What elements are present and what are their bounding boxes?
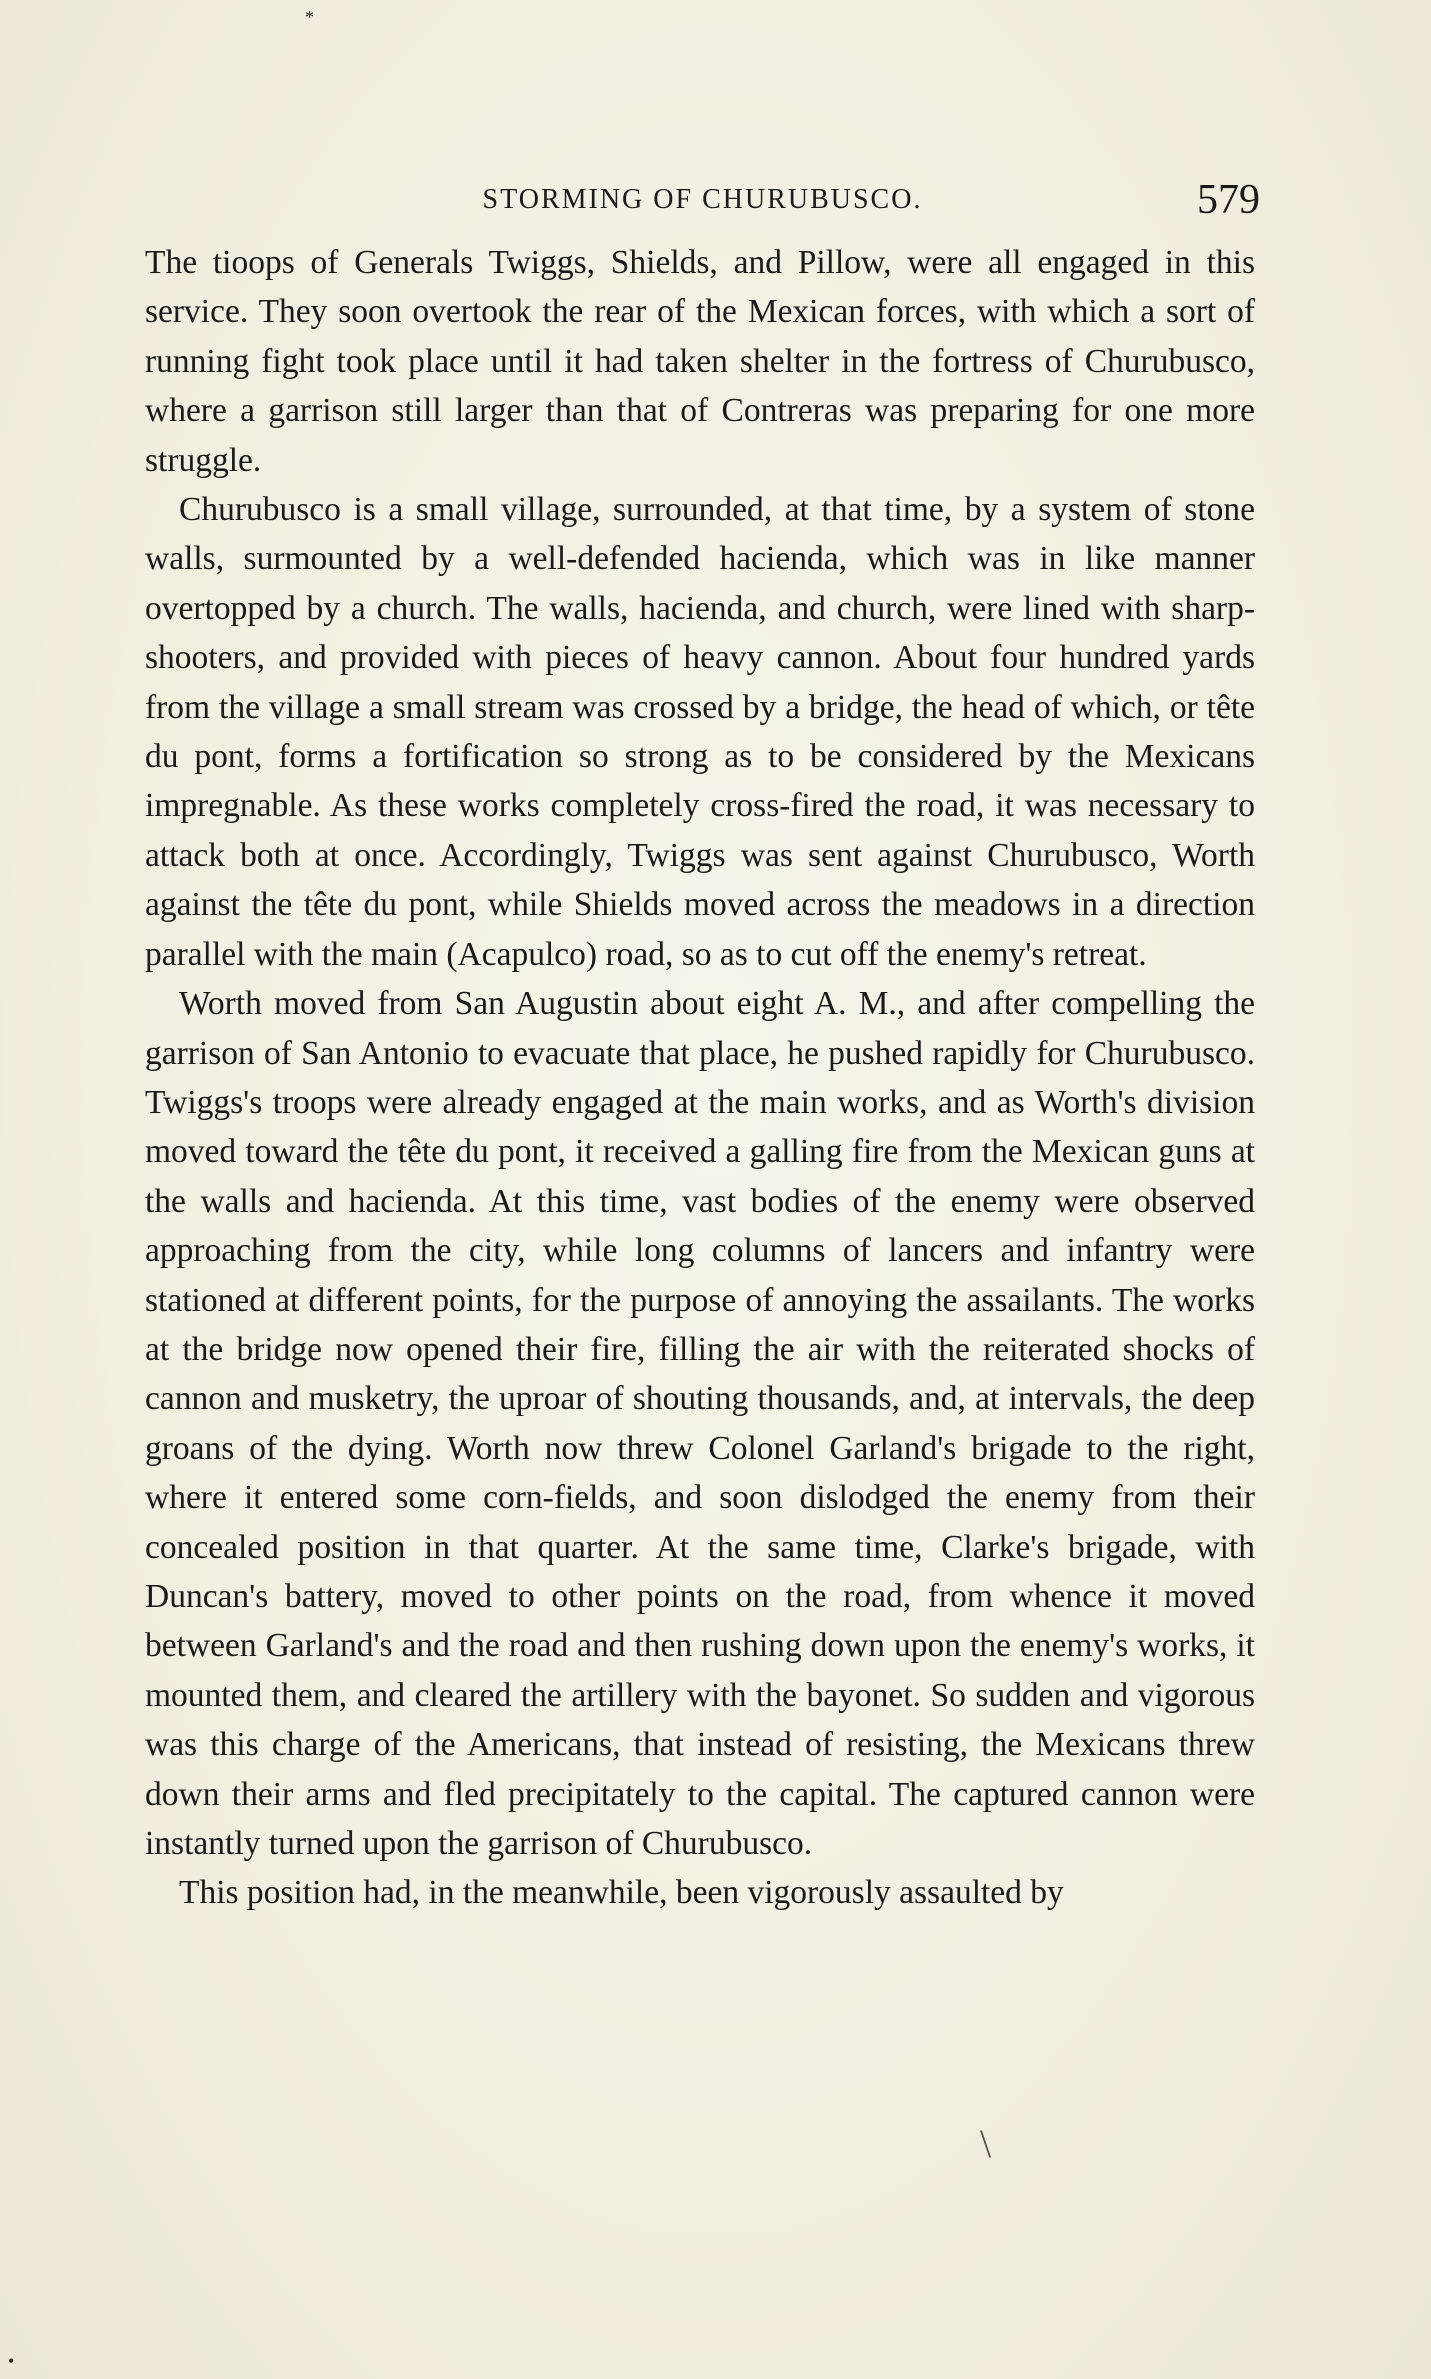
running-head: STORMING OF CHURUBUSCO. bbox=[482, 184, 923, 215]
paragraph: This position had, in the meanwhile, been vigorously assaulted by bbox=[179, 1874, 1064, 1912]
body-text bbox=[145, 238, 1255, 1918]
page-number: 579 bbox=[1197, 177, 1260, 223]
paragraph: Churubusco is a small village, surrounded, at that time, by a system of stone walls, surmounted by a well-defended hacienda, which was in like manner overtopped by a church. The walls, hacienda, and church, were lined with sharp-shooters, and provided with pieces of heavy cannon. About four hundred yards from the village a small stream was crossed by a bridge, the head of which, or tête du pont, forms a fortification so strong as to be considered by the Mexicans impregnable. As these works completely cross-fired the road, it was necessary to attack both at once. Accordingly, Twiggs was sent against Churubusco, Worth against the tête du pont, while Shields moved across the meadows in a direction parallel with the main (Acapulco) road, so as to cut off the enemy's retreat. bbox=[145, 491, 1255, 973]
margin-mark: \ bbox=[980, 2121, 992, 2166]
print-speck: * bbox=[305, 7, 314, 27]
page-header bbox=[145, 176, 1260, 226]
print-speck: • bbox=[8, 2351, 15, 2371]
paragraph: The tioops of Generals Twiggs, Shields, and Pillow, were all engaged in this service. They soon overtook the rear of the Mexican forces, with which a sort of running fight took place until it had taken shelter in the fortress of Churubusco, where a garrison still larger than that of Contreras was preparing for one more struggle. bbox=[145, 244, 1255, 479]
paragraph: Worth moved from San Augustin about eight A. M., and after compelling the garrison of San Antonio to evacuate that place, he pushed rapidly for Churubusco. Twiggs's troops were already engaged at the main works, and as Worth's division moved toward the tête du pont, it received a galling fire from the Mexican guns at the walls and hacienda. At this time, vast bodies of the enemy were observed approaching from the city, while long columns of lancers and infantry were stationed at different points, for the purpose of annoying the assailants. The works at the bridge now opened their fire, filling the air with the reiterated shocks of cannon and musketry, the uproar of shouting thousands, and, at intervals, the deep groans of the dying. Worth now threw Colonel Garland's brigade to the right, where it entered some corn-fields, and soon dislodged the enemy from their concealed position in that quarter. At the same time, Clarke's brigade, with Duncan's battery, moved to other points on the road, from whence it moved between Garland's and the road and then rushing down upon the enemy's works, it mounted them, and cleared the artillery with the bayonet. So sudden and vigorous was this charge of the Americans, that instead of resisting, the Mexicans threw down their arms and fled precipitately to the capital. The captured cannon were instantly turned upon the garrison of Churubusco. bbox=[145, 985, 1255, 1862]
